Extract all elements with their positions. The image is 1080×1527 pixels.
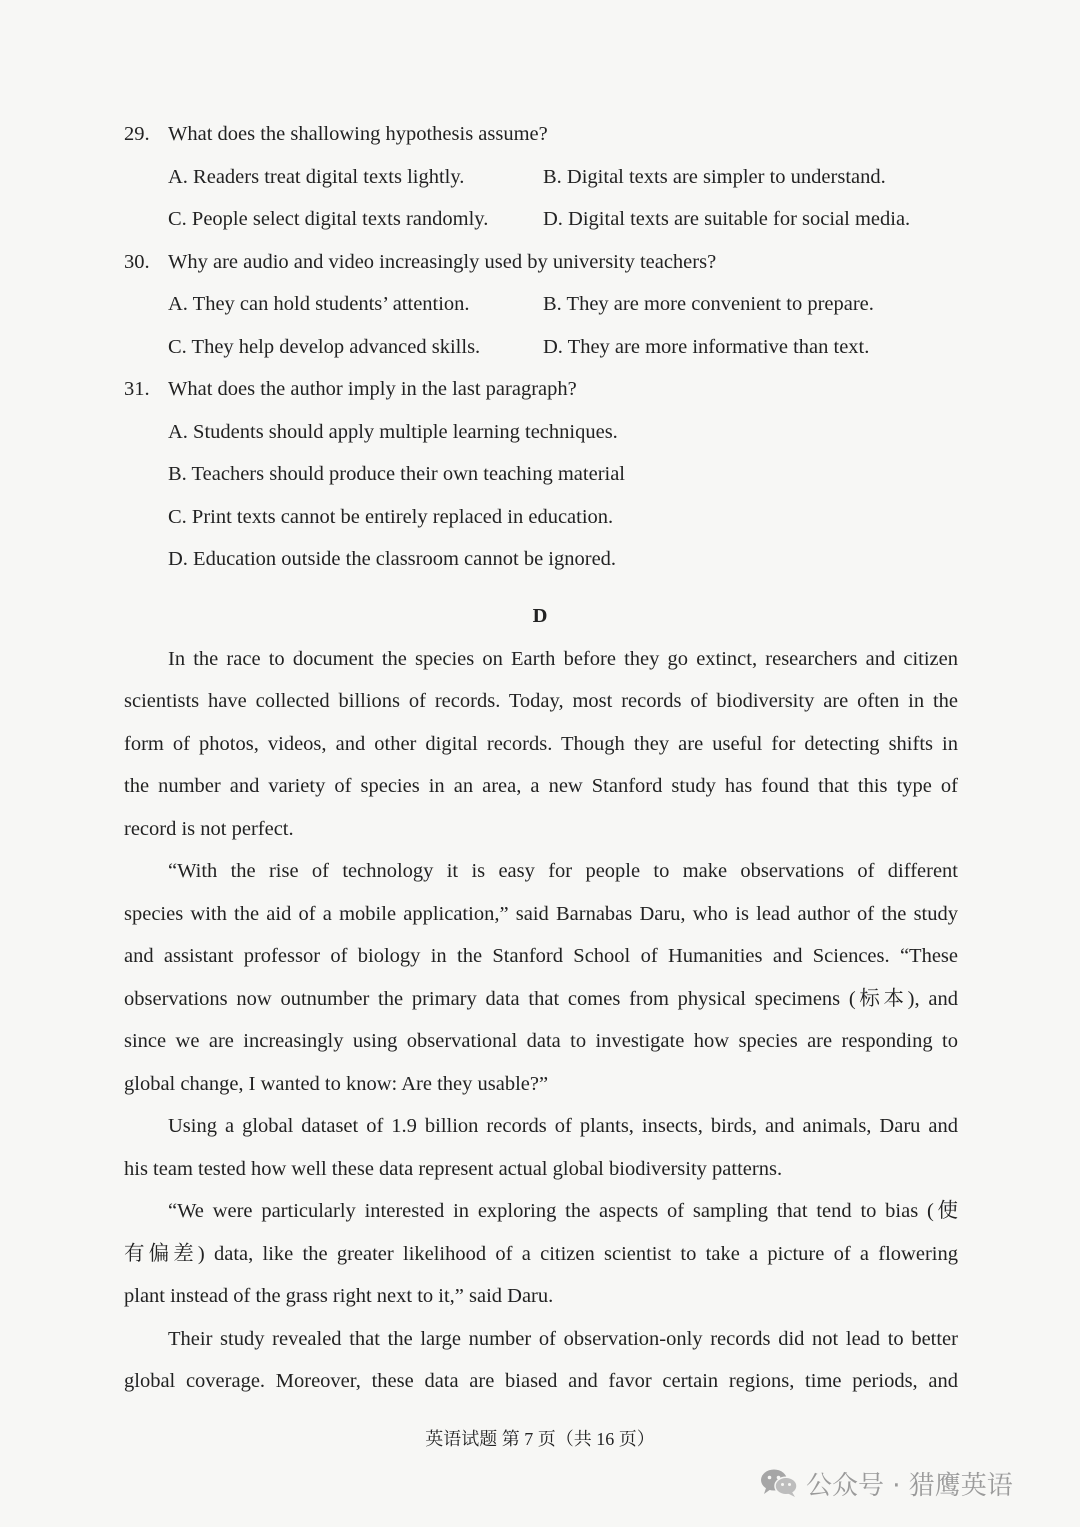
passage-line: observations now outnumber the primary data that comes from physical specimens (标本), and: [124, 988, 958, 1010]
passage-line: form of photos, videos, and other digital records. Though they are useful for detecting shifts in: [124, 733, 958, 755]
passage-line: 有偏差) data, like the greater likelihood of a citizen scientist to take a picture of a flowering: [124, 1243, 958, 1265]
option-c: C. Print texts cannot be entirely replaced in education.: [168, 506, 614, 528]
question-stem: Why are audio and video increasingly used by university teachers?: [168, 251, 717, 273]
passage-line: species with the aid of a mobile application,” said Barnabas Daru, who is lead author of the study: [124, 903, 958, 925]
passage-line: his team tested how well these data represent actual global biodiversity patterns.: [124, 1158, 783, 1180]
watermark: [760, 1465, 1013, 1501]
passage-line: and assistant professor of biology in the Stanford School of Humanities and Sciences. “These: [124, 945, 958, 967]
question-stem: What does the author imply in the last paragraph?: [168, 378, 577, 400]
passage-line: global change, I wanted to know: Are they usable?”: [124, 1073, 549, 1095]
passage-line: global coverage. Moreover, these data are biased and favor certain regions, time periods, and: [124, 1370, 958, 1392]
option-a: A. Students should apply multiple learning techniques.: [168, 421, 618, 443]
question-number: 29.: [124, 123, 150, 145]
option-b: B. Digital texts are simpler to understand.: [543, 166, 886, 188]
option-c: C. They help develop advanced skills.: [168, 336, 481, 358]
option-c: C. People select digital texts randomly.: [168, 208, 489, 230]
option-d: D. Education outside the classroom cannot be ignored.: [168, 548, 617, 570]
option-a: A. They can hold students’ attention.: [168, 293, 470, 315]
passage-line: the number and variety of species in an area, a new Stanford study has found that this type of: [124, 775, 958, 797]
option-b: B. They are more convenient to prepare.: [543, 293, 874, 315]
passage-line: Using a global dataset of 1.9 billion records of plants, insects, birds, and animals, Daru and: [168, 1115, 958, 1137]
watermark-text: 公众号 · 猎鹰英语: [806, 1470, 1013, 1501]
passage-line: scientists have collected billions of records. Today, most records of biodiversity are often in the: [124, 690, 958, 712]
passage-line: “We were particularly interested in exploring the aspects of sampling that tend to bias (使: [168, 1200, 958, 1222]
question-number: 31.: [124, 378, 150, 400]
passage-line: “With the rise of technology it is easy for people to make observations of different: [168, 860, 958, 882]
passage-line: plant instead of the grass right next to it,” said Daru.: [124, 1285, 554, 1307]
option-d: D. Digital texts are suitable for social media.: [543, 208, 911, 230]
question-stem: What does the shallowing hypothesis assume?: [168, 123, 548, 145]
option-d: D. They are more informative than text.: [543, 336, 870, 358]
question-number: 30.: [124, 251, 150, 273]
section-heading: D: [532, 605, 548, 627]
passage-line: record is not perfect.: [124, 818, 294, 840]
wechat-icon: [760, 1468, 798, 1498]
option-b: B. Teachers should produce their own teaching material: [168, 463, 626, 485]
page-footer: 英语试题 第 7 页（共 16 页）: [425, 1429, 655, 1449]
passage-line: since we are increasingly using observational data to investigate how species are responding to: [124, 1030, 958, 1052]
option-a: A. Readers treat digital texts lightly.: [168, 166, 465, 188]
passage-line: Their study revealed that the large number of observation-only records did not lead to better: [168, 1328, 958, 1350]
passage-line: In the race to document the species on Earth before they go extinct, researchers and citizen: [168, 648, 958, 670]
